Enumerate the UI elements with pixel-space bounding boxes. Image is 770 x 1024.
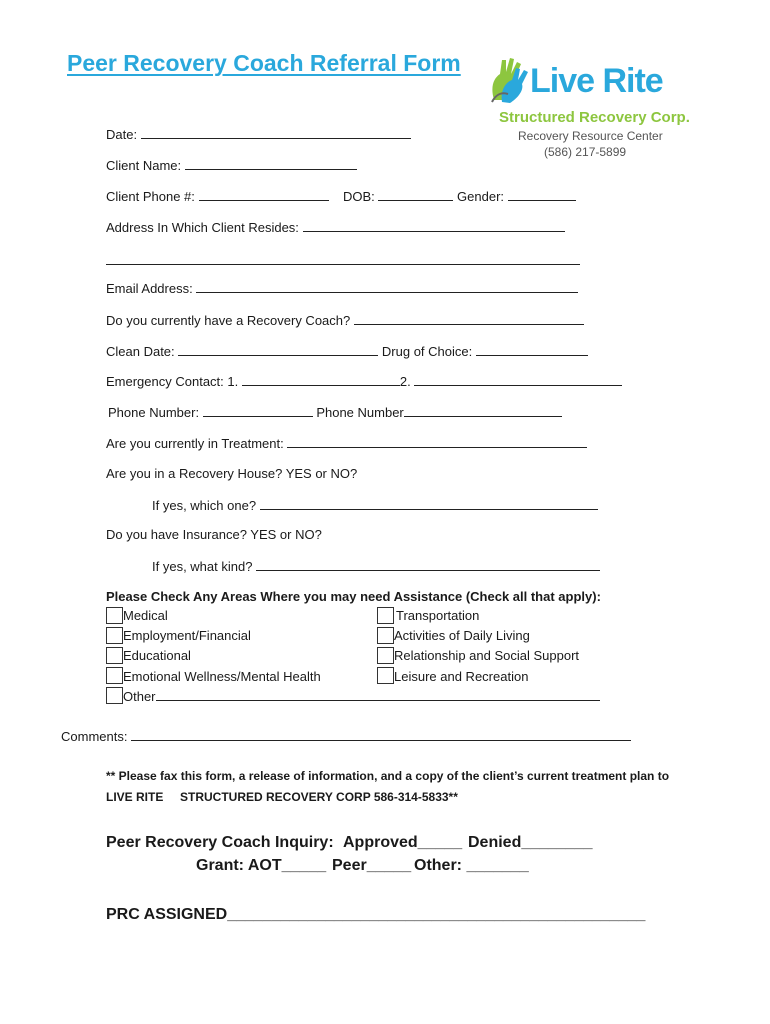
other-field[interactable]: Other: _______ — [414, 857, 529, 874]
checkbox-educational-label: Educational — [123, 648, 191, 663]
assistance-heading: Please Check Any Areas Where you may need Assistance (Check all that apply): — [106, 589, 601, 604]
drug-of-choice-line[interactable] — [476, 343, 588, 356]
denied-field[interactable]: Denied________ — [468, 834, 593, 851]
which-one-field[interactable] — [152, 497, 598, 513]
comments-line[interactable] — [131, 728, 631, 741]
treatment-field[interactable] — [106, 435, 587, 451]
dob-line[interactable] — [378, 188, 453, 201]
peer-field[interactable]: Peer_____ — [332, 857, 412, 874]
gender-line[interactable] — [508, 188, 576, 201]
checkbox-leisure-label: Leisure and Recreation — [394, 669, 529, 684]
address-label: Address In Which Client Resides: — [106, 220, 299, 235]
checkbox-employment-label: Employment/Financial — [123, 628, 251, 643]
address-line-2[interactable] — [106, 264, 580, 265]
emergency-contact-line-2[interactable] — [414, 373, 622, 386]
grant-aot-field[interactable]: Grant: AOT_____ — [196, 857, 327, 874]
which-one-line[interactable] — [260, 497, 598, 510]
checkbox-other-label — [123, 688, 600, 704]
gender-label: Gender: — [457, 189, 505, 204]
email-label: Email Address: — [106, 281, 193, 296]
approved-field[interactable]: Approved_____ — [343, 834, 463, 851]
address-field[interactable] — [106, 219, 565, 235]
clean-date-field[interactable] — [106, 343, 588, 359]
inquiry-label: Peer Recovery Coach Inquiry: — [106, 834, 334, 851]
checkbox-daily-living[interactable] — [377, 627, 394, 644]
insurance-question: Do you have Insurance? YES or NO? — [106, 527, 322, 542]
client-name-line[interactable] — [185, 157, 357, 170]
prc-assigned-field[interactable]: PRC ASSIGNED_______________________________________________ — [106, 906, 646, 923]
dob-label: DOB: — [342, 189, 375, 204]
client-name-field[interactable] — [106, 157, 357, 173]
checkbox-employment[interactable] — [106, 627, 123, 644]
other-line[interactable] — [156, 688, 600, 701]
client-name-label: Client Name: — [106, 158, 182, 173]
date-label: Date: — [106, 127, 138, 142]
recovery-coach-line[interactable] — [354, 312, 584, 325]
logo-subtitle: Structured Recovery Corp. — [499, 109, 690, 126]
address-line-1[interactable] — [303, 219, 565, 232]
checkbox-emotional-wellness-label: Emotional Wellness/Mental Health — [123, 669, 321, 684]
emergency-contact-2-label: 2. — [399, 374, 411, 389]
phone-number-field[interactable] — [108, 404, 562, 420]
checkbox-medical[interactable] — [106, 607, 123, 624]
recovery-house-question: Are you in a Recovery House? YES or NO? — [106, 466, 358, 481]
emergency-contact-field[interactable] — [106, 373, 622, 389]
checkbox-transportation-label: Transportation — [396, 608, 480, 623]
checkbox-relationship-support[interactable] — [377, 647, 394, 664]
fax-note-line-2: LIVE RITE STRUCTURED RECOVERY CORP 586-314-5833** — [106, 790, 458, 804]
client-phone-field[interactable] — [106, 188, 576, 204]
drug-of-choice-label: Drug of Choice: — [381, 344, 473, 359]
recovery-coach-field[interactable] — [106, 312, 584, 328]
client-phone-line[interactable] — [199, 188, 329, 201]
treatment-label: Are you currently in Treatment: — [106, 436, 284, 451]
clean-date-label: Clean Date: — [106, 344, 175, 359]
treatment-line[interactable] — [287, 435, 587, 448]
clean-date-line[interactable] — [178, 343, 378, 356]
phone-number-2-label: Phone Number — [316, 405, 404, 420]
email-field[interactable] — [106, 280, 578, 296]
recovery-coach-label: Do you currently have a Recovery Coach? — [106, 313, 351, 328]
emergency-contact-label: Emergency Contact: 1. — [106, 374, 239, 389]
other-text: Other — [123, 689, 156, 704]
logo-phone: (586) 217-5899 — [544, 145, 627, 159]
what-kind-field[interactable] — [152, 558, 600, 574]
phone-number-1-label: Phone Number: — [108, 405, 200, 420]
date-field[interactable] — [106, 126, 411, 142]
comments-label: Comments: — [61, 729, 128, 744]
logo-name: Live Rite — [530, 62, 663, 100]
checkbox-other[interactable] — [106, 687, 123, 704]
live-rite-logo — [488, 54, 690, 164]
fax-note-line-1: ** Please fax this form, a release of information, and a copy of the client’s current treatment plan to — [106, 769, 670, 783]
hands-icon — [488, 56, 532, 104]
checkbox-transportation[interactable] — [377, 607, 394, 624]
what-kind-label: If yes, what kind? — [152, 559, 253, 574]
client-phone-label: Client Phone #: — [106, 189, 195, 204]
logo-tagline: Recovery Resource Center — [518, 129, 663, 143]
checkbox-educational[interactable] — [106, 647, 123, 664]
emergency-contact-line-1[interactable] — [242, 373, 400, 386]
checkbox-relationship-support-label: Relationship and Social Support — [394, 648, 580, 663]
date-line[interactable] — [141, 126, 411, 139]
checkbox-medical-label: Medical — [123, 608, 168, 623]
phone-number-1-line[interactable] — [203, 404, 313, 417]
checkbox-leisure[interactable] — [377, 667, 394, 684]
comments-field[interactable] — [61, 728, 631, 744]
what-kind-line[interactable] — [256, 558, 600, 571]
form-title: Peer Recovery Coach Referral Form — [67, 50, 461, 76]
phone-number-2-line[interactable] — [404, 404, 562, 417]
which-one-label: If yes, which one? — [152, 498, 257, 513]
email-line[interactable] — [196, 280, 578, 293]
checkbox-daily-living-label: Activities of Daily Living — [394, 628, 530, 643]
checkbox-emotional-wellness[interactable] — [106, 667, 123, 684]
